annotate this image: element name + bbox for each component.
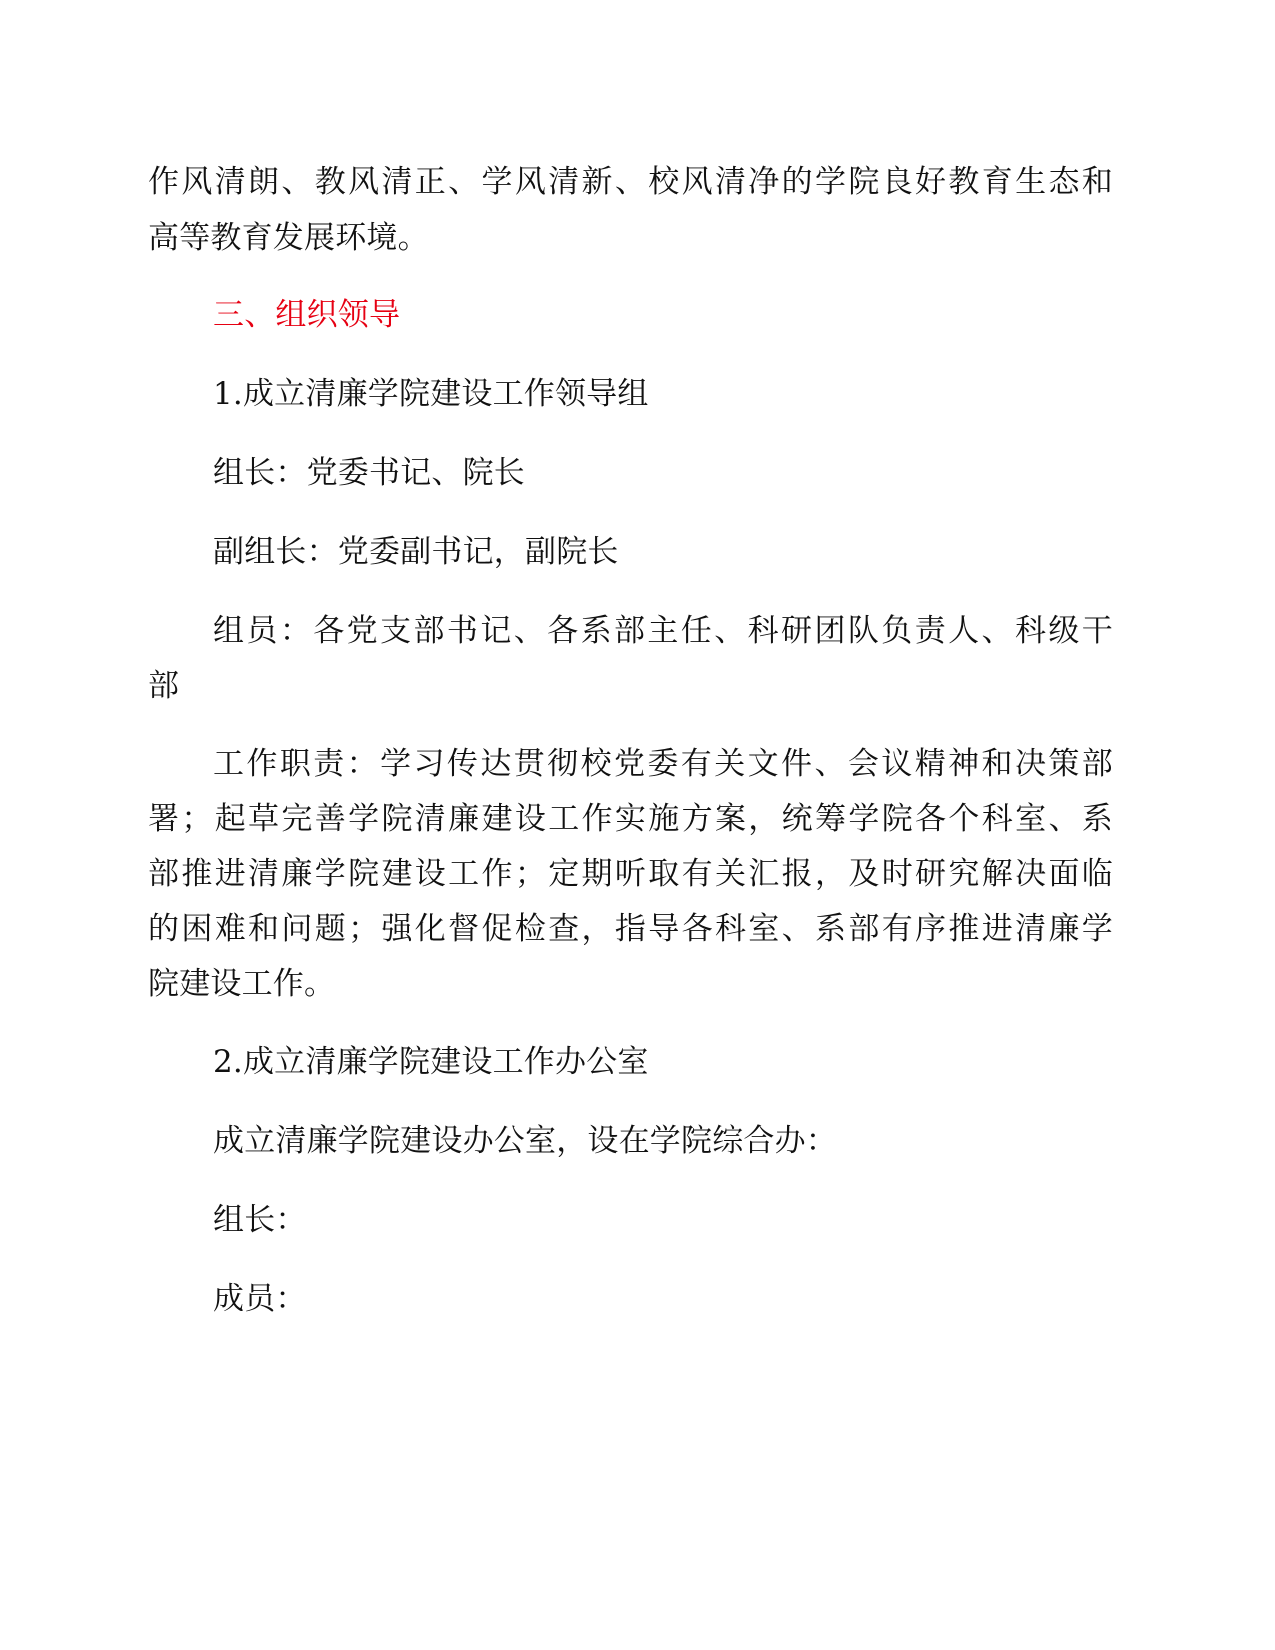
office-leader-line: 组长：: [213, 1202, 307, 1238]
members-line-2: 部: [148, 668, 180, 704]
item1-title: 1.成立清廉学院建设工作领导组: [213, 376, 649, 412]
duties-line-1: 工作职责：学习传达贯彻校党委有关文件、会议精神和决策部: [213, 746, 1113, 782]
intro-line-2: 高等教育发展环境。: [148, 220, 429, 256]
office-members-line: 成员：: [213, 1281, 307, 1317]
members-line-1: 组员：各党支部书记、各系部主任、科研团队负责人、科级干: [213, 613, 1113, 649]
leader-line: 组长：党委书记、院长: [213, 455, 525, 491]
duties-line-5: 院建设工作。: [148, 966, 336, 1002]
intro-line-1: 作风清朗、教风清正、学风清新、校风清净的学院良好教育生态和: [148, 164, 1113, 200]
item2-title: 2.成立清廉学院建设工作办公室: [213, 1044, 649, 1080]
duties-line-2: 署；起草完善学院清廉建设工作实施方案，统筹学院各个科室、系: [148, 801, 1113, 837]
section-heading: 三、组织领导: [213, 297, 401, 333]
duties-line-3: 部推进清廉学院建设工作；定期听取有关汇报，及时研究解决面临: [148, 856, 1113, 892]
duties-line-4: 的困难和问题；强化督促检查，指导各科室、系部有序推进清廉学: [148, 911, 1113, 947]
deputy-leader-line: 副组长：党委副书记，副院长: [213, 534, 619, 570]
office-description: 成立清廉学院建设办公室，设在学院综合办：: [213, 1123, 837, 1159]
